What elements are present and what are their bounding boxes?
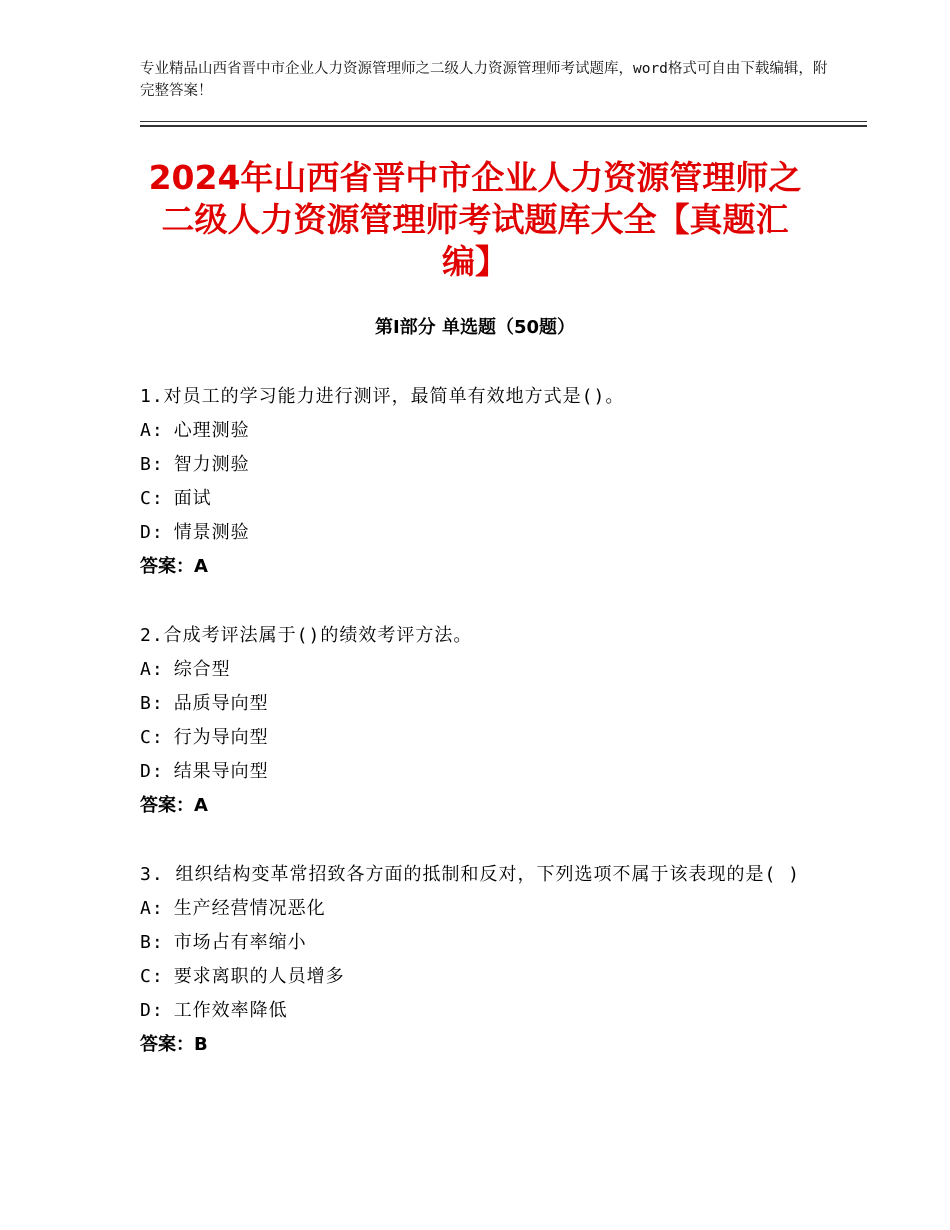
option-letter: B: [140,454,164,475]
option-text: 生产经营情况恶化 [173,898,326,919]
question-2 [140,619,830,823]
question-1 [140,380,830,584]
section-heading: 第Ⅰ部分 单选题（50题） [374,317,575,338]
document-title: 2024年山西省晋中市企业人力资源管理师之二级人力资源管理师考试题库大全【真题汇编】 [148,158,802,281]
option-letter: C: [140,727,164,748]
answer: 答案：A [140,556,208,577]
option-letter: C: [140,488,164,509]
answer: 答案：B [140,1034,208,1055]
option-letter: C: [140,966,164,987]
option-c [140,721,830,755]
header-divider-thin [140,121,867,122]
question-3 [140,858,830,1062]
answer: 答案：A [140,795,208,816]
option-letter: B: [140,693,164,714]
question-stem: 1.对员工的学习能力进行测评，最简单有效地方式是()。 [140,386,625,407]
option-letter: D: [140,522,164,543]
option-letter: A: [140,898,164,919]
option-text: 工作效率降低 [173,1000,288,1021]
header-note: 专业精品山西省晋中市企业人力资源管理师之二级人力资源管理师考试题库，word格式可自由下载编辑，附完整答案！ [140,61,828,99]
question-stem: 3. 组织结构变革常招致各方面的抵制和反对，下列选项不属于该表现的是( ) [140,864,801,885]
header-divider-thick [140,125,867,127]
option-d [140,516,830,550]
option-a [140,653,830,687]
option-text: 心理测验 [173,420,250,441]
option-text: 品质导向型 [173,693,269,714]
option-text: 情景测验 [173,522,250,543]
option-d [140,994,830,1028]
option-b [140,448,830,482]
option-b [140,687,830,721]
option-letter: B: [140,932,164,953]
option-text: 面试 [173,488,212,509]
option-text: 行为导向型 [173,727,269,748]
option-text: 市场占有率缩小 [173,932,307,953]
option-text: 要求离职的人员增多 [173,966,345,987]
option-a [140,892,830,926]
option-b [140,926,830,960]
option-letter: D: [140,761,164,782]
option-text: 结果导向型 [173,761,269,782]
option-letter: D: [140,1000,164,1021]
option-c [140,960,830,994]
question-stem: 2.合成考评法属于()的绩效考评方法。 [140,625,473,646]
option-text: 智力测验 [173,454,250,475]
option-letter: A: [140,659,164,680]
option-text: 综合型 [173,659,231,680]
option-d [140,755,830,789]
option-letter: A: [140,420,164,441]
option-c [140,482,830,516]
option-a [140,414,830,448]
